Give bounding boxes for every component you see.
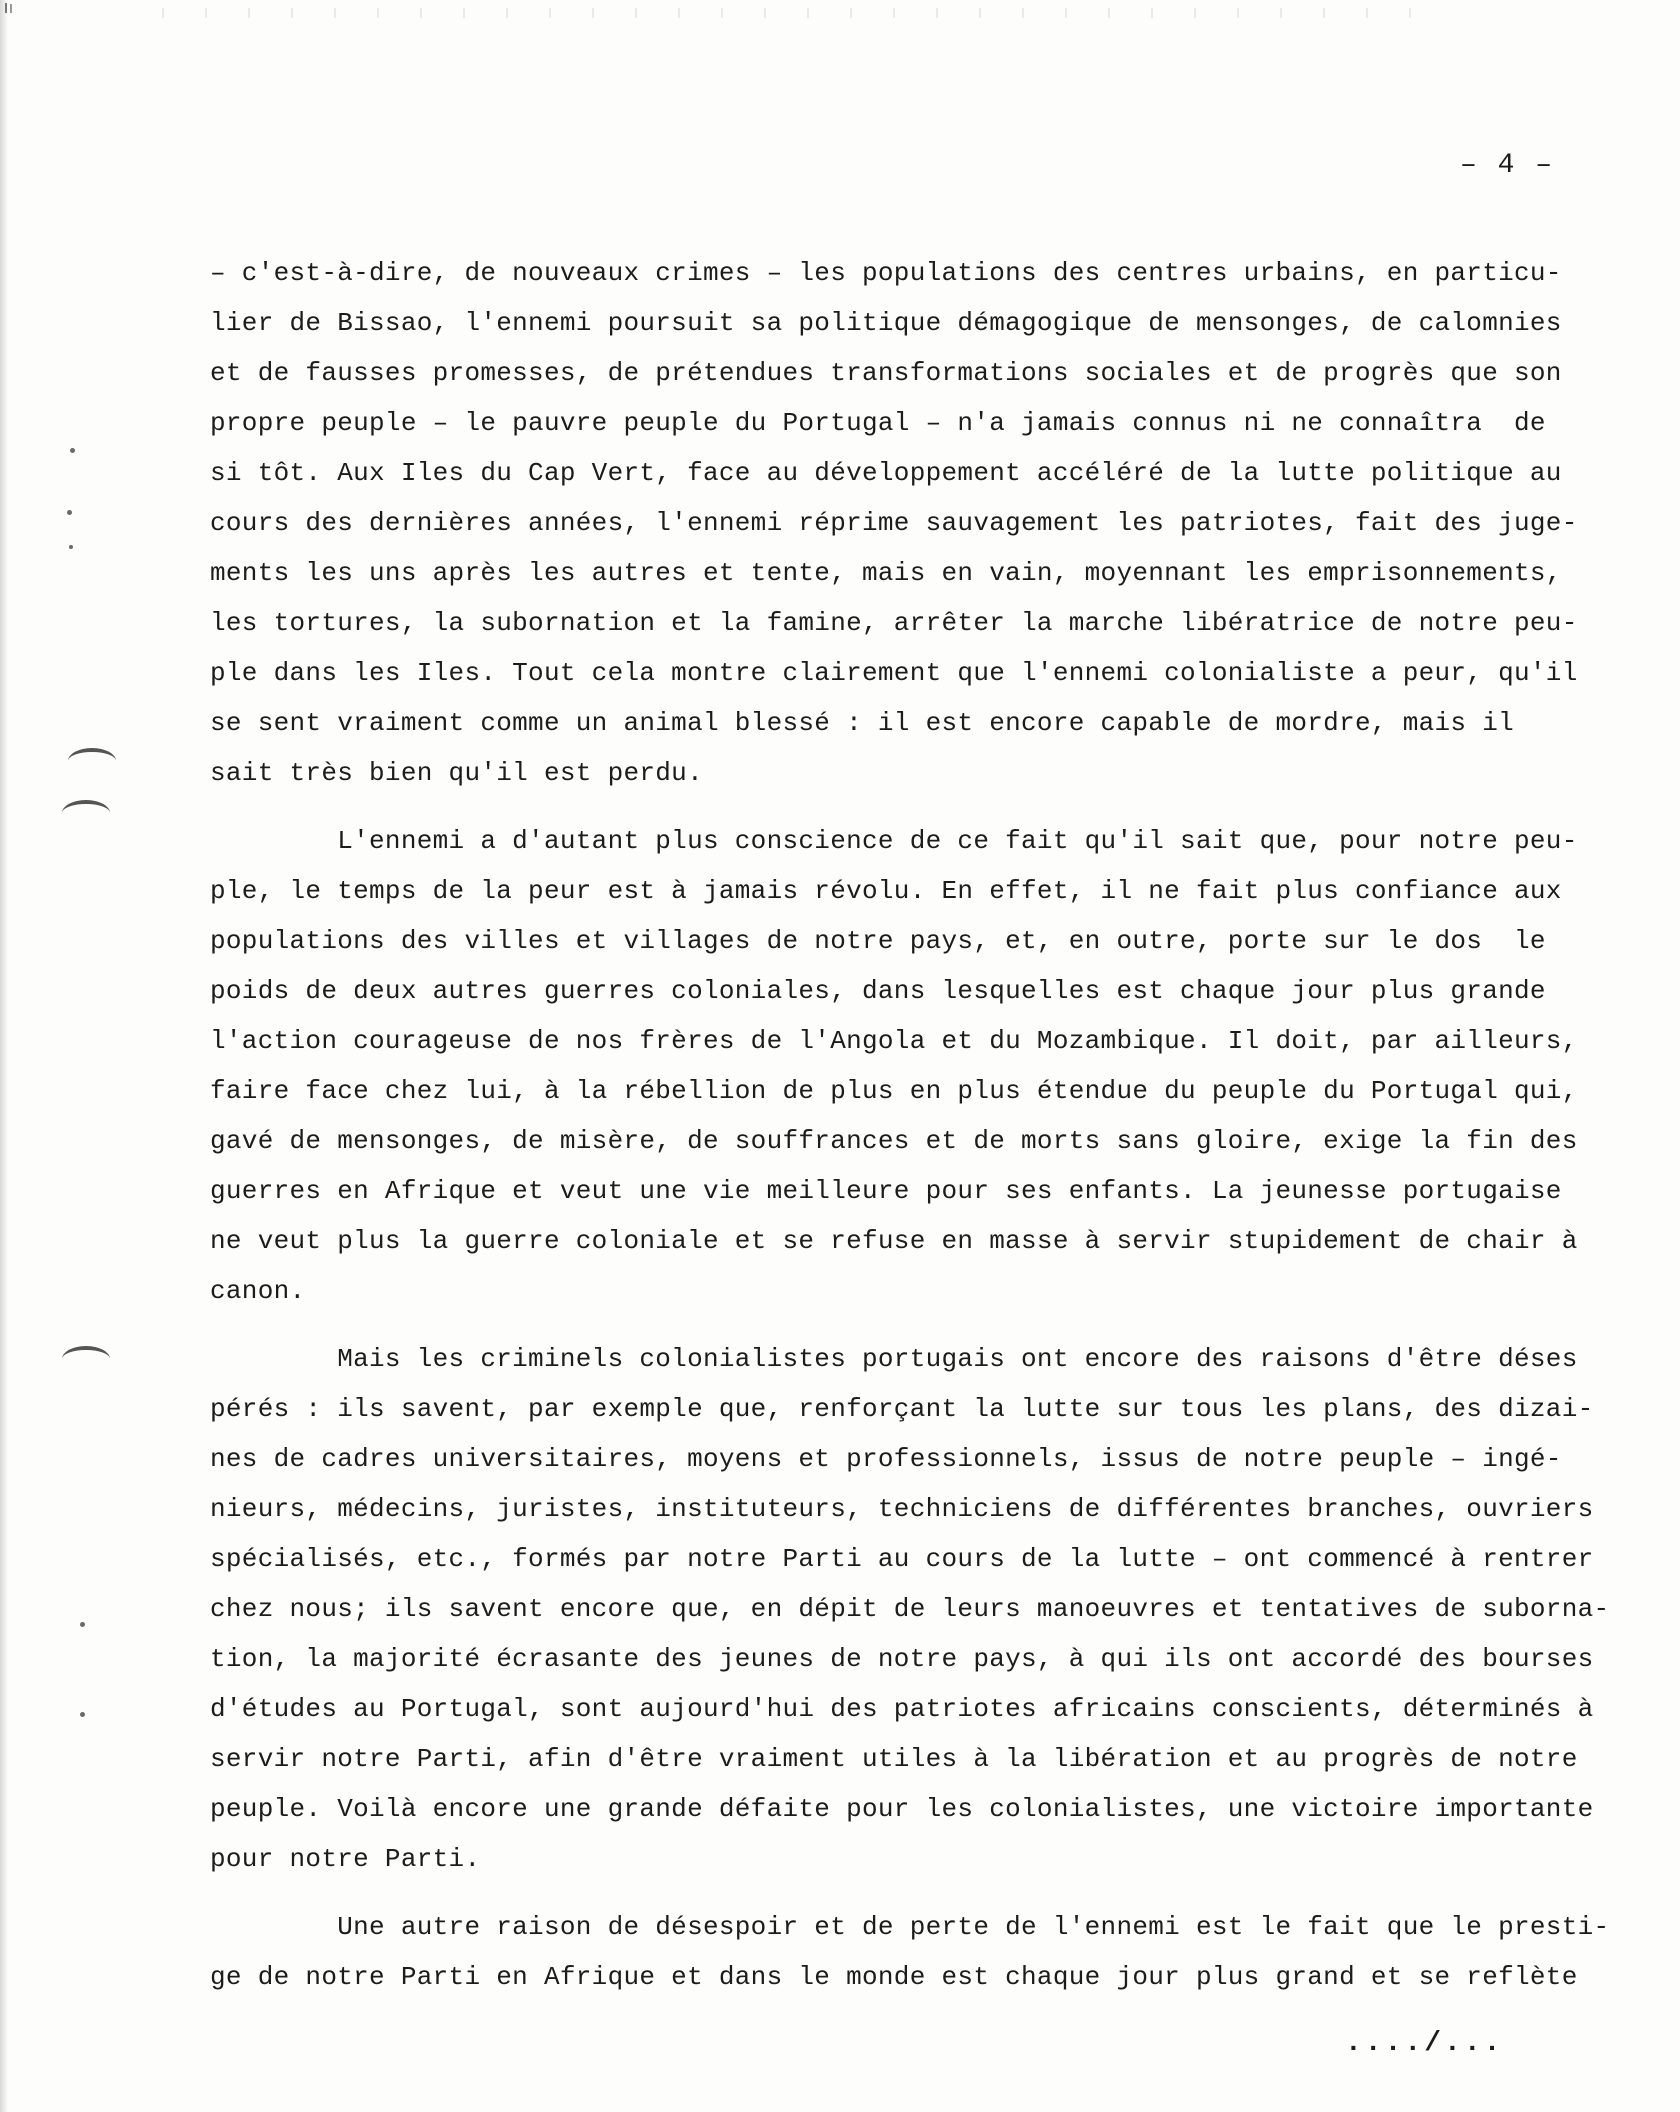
punch-hole-mark — [68, 748, 116, 774]
text-line: pérés : ils savent, par exemple que, renforçant la lutte sur tous les plans, des dizai- — [210, 1394, 1594, 1424]
text-line: canon. — [210, 1276, 306, 1306]
margin-dot — [80, 1622, 85, 1627]
continuation-mark: ..../... — [1345, 2028, 1504, 2059]
margin-dot — [80, 1712, 85, 1717]
text-line: ments les uns après les autres et tente, mais en vain, moyennant les emprisonnements, — [210, 558, 1562, 588]
text-line: tion, la majorité écrasante des jeunes de notre pays, à qui ils ont accordé des bourses — [210, 1644, 1594, 1674]
text-line: L'ennemi a d'autant plus conscience de ce fait qu'il sait que, pour notre peu- — [210, 826, 1578, 856]
text-line: pour notre Parti. — [210, 1844, 481, 1874]
text-line: nieurs, médecins, juristes, instituteurs, techniciens de différentes branches, ouvriers — [210, 1494, 1594, 1524]
text-line: peuple. Voilà encore une grande défaite pour les colonialistes, une victoire importante — [210, 1794, 1594, 1824]
text-line: ge de notre Parti en Afrique et dans le monde est chaque jour plus grand et se reflète — [210, 1962, 1578, 1992]
margin-dot — [69, 545, 73, 549]
text-line: ne veut plus la guerre coloniale et se refuse en masse à servir stupidement de chair à — [210, 1226, 1578, 1256]
text-line: guerres en Afrique et veut une vie meilleure pour ses enfants. La jeunesse portugaise — [210, 1176, 1562, 1206]
text-line: poids de deux autres guerres coloniales, dans lesquelles est chaque jour plus grande — [210, 976, 1546, 1006]
text-line: spécialisés, etc., formés par notre Parti au cours de la lutte – ont commencé à rentrer — [210, 1544, 1594, 1574]
text-line: faire face chez lui, à la rébellion de plus en plus étendue du peuple du Portugal qui, — [210, 1076, 1578, 1106]
text-line: si tôt. Aux Iles du Cap Vert, face au développement accéléré de la lutte politique au — [210, 458, 1562, 488]
text-line: les tortures, la subornation et la famine, arrêter la marche libératrice de notre peu- — [210, 608, 1578, 638]
text-line: chez nous; ils savent encore que, en dépit de leurs manoeuvres et tentatives de suborna- — [210, 1594, 1610, 1624]
text-line: – c'est-à-dire, de nouveaux crimes – les populations des centres urbains, en particu- — [210, 258, 1562, 288]
scan-noise — [140, 8, 1440, 18]
text-line: sait très bien qu'il est perdu. — [210, 758, 703, 788]
text-line: d'études au Portugal, sont aujourd'hui des patriotes africains conscients, déterminés à — [210, 1694, 1594, 1724]
punch-hole-mark — [62, 1346, 110, 1372]
text-line: l'action courageuse de nos frères de l'Angola et du Mozambique. Il doit, par ailleurs, — [210, 1026, 1578, 1056]
scan-edge — [0, 0, 8, 2112]
text-line: gavé de mensonges, de misère, de souffrances et de morts sans gloire, exige la fin des — [210, 1126, 1578, 1156]
text-line: propre peuple – le pauvre peuple du Portugal – n'a jamais connus ni ne connaîtra de — [210, 408, 1546, 438]
text-line: se sent vraiment comme un animal blessé : il est encore capable de mordre, mais il — [210, 708, 1515, 738]
text-line: Une autre raison de désespoir et de perte de l'ennemi est le fait que le presti- — [210, 1912, 1610, 1942]
text-line: cours des dernières années, l'ennemi réprime sauvagement les patriotes, fait des juge- — [210, 508, 1578, 538]
text-line: populations des villes et villages de notre pays, et, en outre, porte sur le dos le — [210, 926, 1546, 956]
text-line: servir notre Parti, afin d'être vraiment utiles à la libération et au progrès de notre — [210, 1744, 1578, 1774]
text-line: ple, le temps de la peur est à jamais révolu. En effet, il ne fait plus confiance aux — [210, 876, 1562, 906]
margin-dot — [67, 510, 72, 515]
margin-dot — [70, 448, 75, 453]
text-line: nes de cadres universitaires, moyens et professionnels, issus de notre peuple – ingé- — [210, 1444, 1562, 1474]
text-line: et de fausses promesses, de prétendues transformations sociales et de progrès que son — [210, 358, 1562, 388]
text-line: ple dans les Iles. Tout cela montre clairement que l'ennemi colonialiste a peur, qu'il — [210, 658, 1578, 688]
text-line: Mais les criminels colonialistes portugais ont encore des raisons d'être déses — [210, 1344, 1578, 1374]
punch-hole-mark — [62, 800, 110, 826]
text-line: lier de Bissao, l'ennemi poursuit sa politique démagogique de mensonges, de calomnies — [210, 308, 1562, 338]
page-number: – 4 – — [1460, 150, 1555, 181]
corner-scan-mark — [4, 2, 16, 14]
